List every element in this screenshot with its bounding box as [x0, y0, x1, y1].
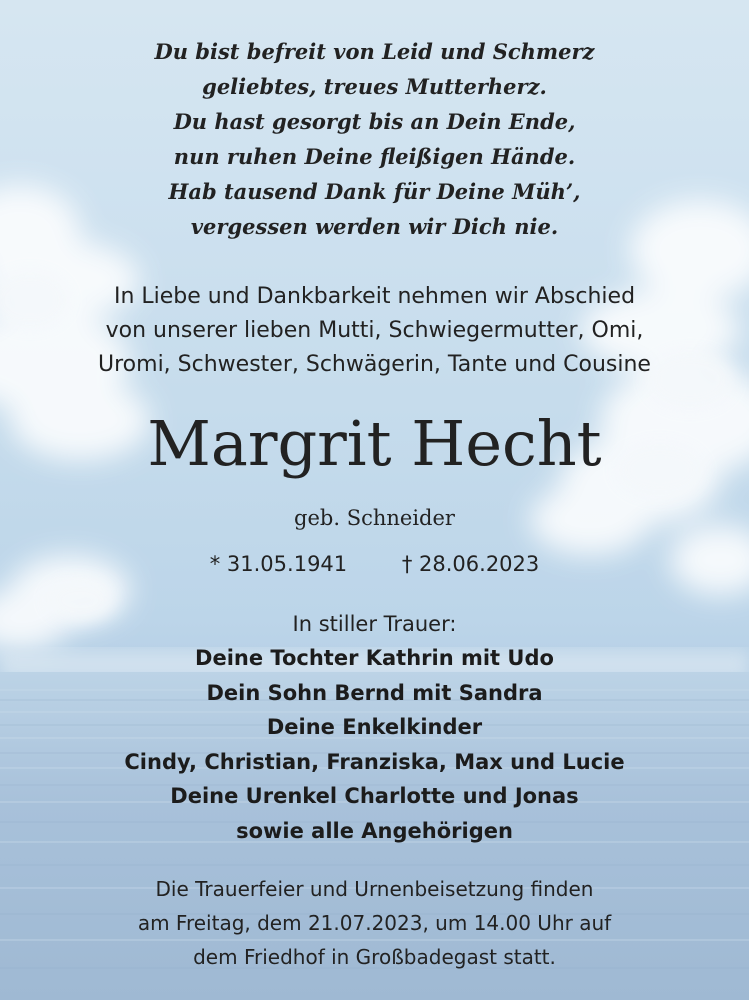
intro-line: Uromi, Schwester, Schwägerin, Tante und Cousine [98, 352, 651, 377]
intro-line: In Liebe und Dankbarkeit nehmen wir Abschied [113, 284, 636, 309]
verse-line: nun ruhen Deine fleißigen Hände. [173, 144, 576, 169]
mourner-line: Cindy, Christian, Franziska, Max und Lucie [124, 749, 625, 774]
verse-line: Du hast gesorgt bis an Dein Ende, [173, 109, 576, 134]
mourner-line: Dein Sohn Bernd mit Sandra [206, 680, 543, 705]
mourners-label: In stiller Trauer: [292, 612, 457, 636]
verse-line: geliebtes, treues Mutterherz. [202, 74, 547, 99]
mourner-line: sowie alle Angehörigen [236, 818, 513, 843]
funeral-line: am Freitag, dem 21.07.2023, um 14.00 Uhr auf [137, 911, 612, 935]
birth-name: geb. Schneider [294, 506, 455, 530]
funeral-info [0, 872, 749, 974]
mourner-line: Deine Tochter Kathrin mit Udo [195, 646, 554, 670]
intro-line: von unserer lieben Mutti, Schwiegermutter, Omi, [105, 318, 644, 343]
life-dates [0, 548, 749, 580]
funeral-line: Die Trauerfeier und Urnenbeisetzung finden [155, 877, 594, 901]
deceased-name: Margrit Hecht [147, 407, 602, 480]
memorial-verse [0, 34, 749, 244]
funeral-line: dem Friedhof in Großbadegast statt. [193, 945, 556, 969]
verse-line: Hab tausend Dank für Deine Müh’, [168, 179, 581, 204]
death-date: † 28.06.2023 [401, 552, 540, 576]
mourner-line: Deine Enkelkinder [266, 715, 483, 739]
farewell-intro [0, 280, 749, 382]
verse-line: Du bist befreit von Leid und Schmerz [154, 39, 595, 64]
mourner-line: Deine Urenkel Charlotte und Jonas [170, 784, 579, 808]
verse-line: vergessen werden wir Dich nie. [190, 214, 559, 239]
mourners-list [0, 641, 749, 848]
birth-date: * 31.05.1941 [209, 552, 348, 576]
